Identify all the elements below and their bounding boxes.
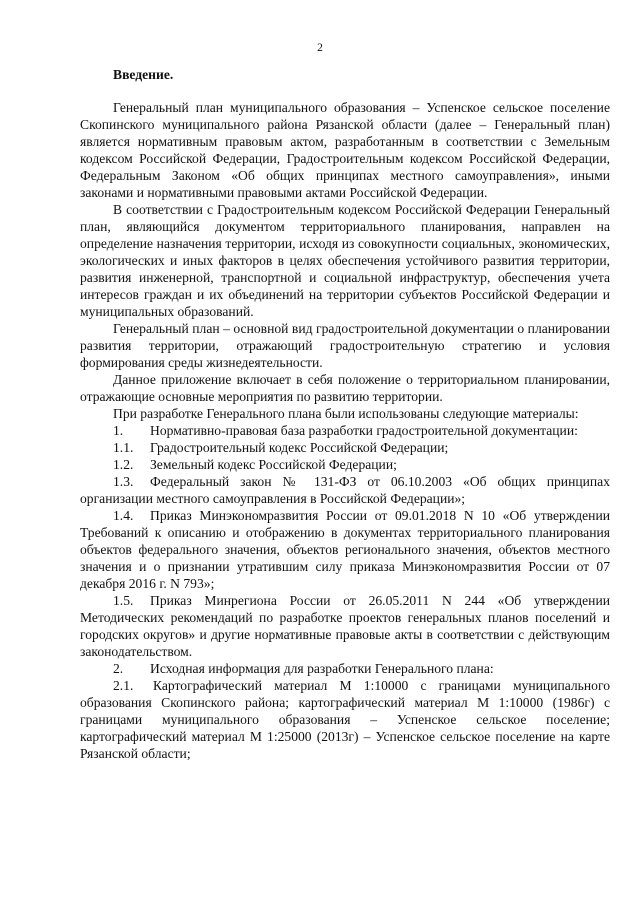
list-item	[80, 592, 610, 660]
list-item-number: 1.2.	[113, 457, 134, 472]
list-item-text: Исходная информация для разработки Генерального плана:	[150, 661, 494, 676]
paragraph-appendix-contents: Данное приложение включает в себя положение о территориальном планировании, отражающие основные мероприятия по развитию территории.	[80, 372, 610, 404]
paragraph-general-plan-type: Генеральный план – основной вид градостроительной документации о планировании развития территории, отражающий градостроительную стратегию и условия формирования среды жизнедеятельности.	[80, 321, 610, 370]
list-item	[80, 677, 610, 762]
document-body	[80, 66, 610, 762]
list-item-text: Земельный кодекс Российской Федерации;	[150, 457, 397, 472]
list-item	[80, 473, 610, 507]
list-item-text: Приказ Минэкономразвития России от 09.01.2018 N 10 «Об утверждении Требований к описанию и отображению в документах территориального планирования объектов федерального значения, объектов регионального значения, объектов местного значения и о признании утратившим силу приказа Минэкономразвития России от 07 декабря 2016 г. N 793»;	[80, 508, 610, 591]
list-item	[80, 422, 610, 439]
list-item	[80, 456, 610, 473]
list-item-text: Федеральный закон № 131-ФЗ от 06.10.2003 «Об общих принципах организации местного самоуправления в Российской Федерации»;	[80, 474, 610, 506]
list-item-text: Картографический материал М 1:10000 с границами муниципального образования Скопинского района; картографический материал М 1:10000 (1986г) с границами муниципального образования – Успенское сельское поселение; картографический материал М 1:25000 (2013г) – Успенское сельское поселение на карте Рязанской области;	[80, 678, 610, 761]
page-number: 2	[317, 42, 323, 54]
list-item-number: 1.4.	[113, 508, 134, 523]
list-item-number: 1.1.	[113, 440, 134, 455]
section-heading: Введение.	[113, 67, 174, 82]
list-item	[80, 507, 610, 592]
list-item-number: 1.	[113, 423, 124, 438]
paragraph-materials-intro: При разработке Генерального плана были использованы следующие материалы:	[113, 406, 579, 421]
heading-spacer	[80, 83, 610, 99]
list-item-number: 1.5.	[113, 593, 134, 608]
list-item	[80, 439, 610, 456]
list-item-text: Приказ Минрегиона России от 26.05.2011 N 244 «Об утверждении Методических рекомендаций по разработке проектов генеральных планов поселений и городских округов» и другие нормативные правовые акты в соответствии с действующим законодательством.	[80, 593, 610, 659]
paragraph-general-plan-definition: Генеральный план муниципального образования – Успенское сельское поселение Скопинского муниципального района Рязанской области (далее – Генеральный план) является нормативным правовым актом, разработанным в соответствии с Земельным кодексом Российской Федерации, Градостроительным кодексом Российской Федерации, Федеральным Законом «Об общих принципах местного самоуправления», иными законами и нормативными правовыми актами Российской Федерации.	[80, 100, 610, 200]
list-item-number: 2.1.	[113, 678, 134, 693]
list-item-text: Нормативно-правовая база разработки градостроительной документации:	[150, 423, 578, 438]
list-item	[80, 660, 610, 677]
list-item-number: 1.3.	[113, 474, 134, 489]
list-item-text: Градостроительный кодекс Российской Федерации;	[150, 440, 449, 455]
paragraph-general-plan-purpose: В соответствии с Градостроительным кодексом Российской Федерации Генеральный план, являющийся документом территориального планирования, направлен на определение назначения территории, исходя из совокупности социальных, экономических, экологических и иных факторов в целях обеспечения устойчивого развития территории, развития инженерной, транспортной и социальной инфраструктур, обеспечения учета интересов граждан и их объединений на территории субъектов Российской Федерации и муниципальных образований.	[80, 202, 610, 319]
list-item-number: 2.	[113, 661, 124, 676]
